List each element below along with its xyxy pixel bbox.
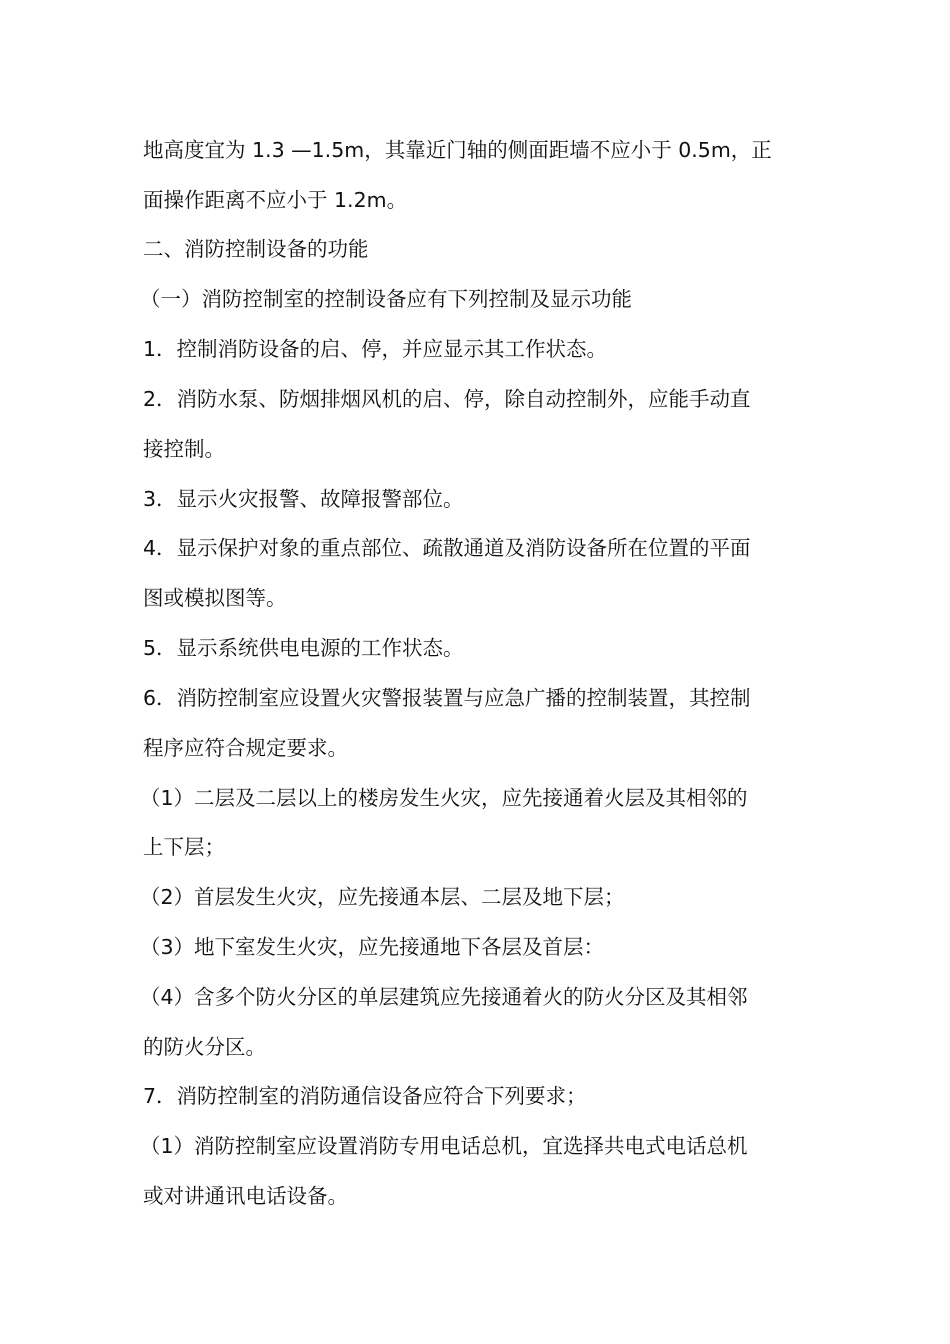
text-line: 面操作距离不应小于 1.2m。: [143, 188, 408, 212]
subsection-heading: （一）消防控制室的控制设备应有下列控制及显示功能: [140, 287, 632, 311]
sub-list-item: （1）消防控制室应设置消防专用电话总机，宜选择共电式电话总机: [140, 1134, 748, 1158]
list-item: 1．控制消防设备的启、停，并应显示其工作状态。: [143, 337, 608, 361]
text-line: 的防火分区。: [143, 1035, 266, 1059]
list-item: 6．消防控制室应设置火灾警报装置与应急广播的控制装置，其控制: [143, 686, 751, 710]
text-line: 程序应符合规定要求。: [143, 736, 348, 760]
sub-list-item: （3）地下室发生火灾，应先接通地下各层及首层：: [140, 935, 605, 959]
list-item: 3．显示火灾报警、故障报警部位。: [143, 487, 464, 511]
list-item: 4．显示保护对象的重点部位、疏散通道及消防设备所在位置的平面: [143, 536, 751, 560]
text-line: 或对讲通讯电话设备。: [143, 1184, 348, 1208]
list-item: 7．消防控制室的消防通信设备应符合下列要求；: [143, 1084, 587, 1108]
sub-list-item: （1）二层及二层以上的楼房发生火灾，应先接通着火层及其相邻的: [140, 786, 748, 810]
sub-list-item: （4）含多个防火分区的单层建筑应先接通着火的防火分区及其相邻: [140, 985, 748, 1009]
text-line: 地高度宜为 1.3 —1.5m，其靠近门轴的侧面距墙不应小于 0.5m，正: [143, 138, 772, 162]
text-line: 图或模拟图等。: [143, 586, 287, 610]
sub-list-item: （2）首层发生火灾，应先接通本层、二层及地下层；: [140, 885, 625, 909]
text-line: 上下层；: [143, 835, 225, 859]
list-item: 2．消防水泵、防烟排烟风机的启、停，除自动控制外，应能手动直: [143, 387, 751, 411]
list-item: 5．显示系统供电电源的工作状态。: [143, 636, 464, 660]
text-line: 接控制。: [143, 437, 225, 461]
section-heading: 二、消防控制设备的功能: [143, 237, 369, 261]
